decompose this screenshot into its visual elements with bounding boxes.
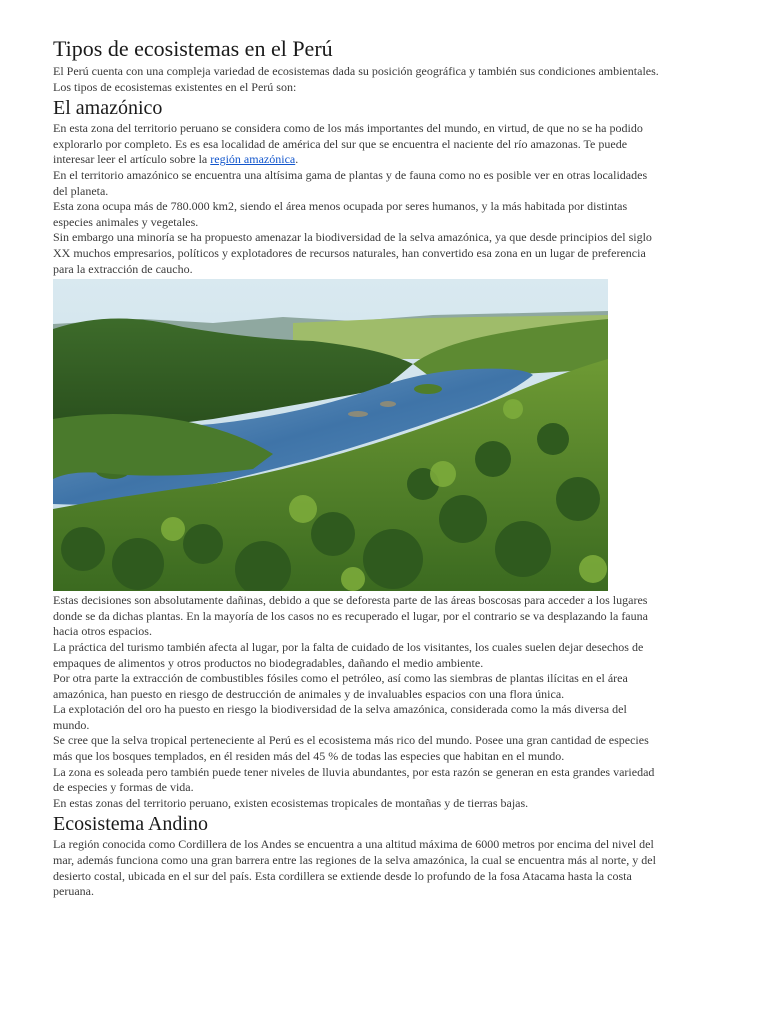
amazon-paragraph-3: Esta zona ocupa más de 780.000 km2, siendo el área menos ocupada por seres humanos, y la más habitada por distintas especies animales y vegetales. — [53, 199, 628, 229]
section-heading-amazon: El amazónico — [53, 97, 163, 120]
andean-paragraph-1: La región conocida como Cordillera de los Andes se encuentra a una altitud máxima de 6000 metros por encima del nivel del mar, además funciona como una gran barrera entre las regiones de la selva amazónica, la cual se encuentra más al norte, y del desierto costal, ubicada en el sur del país. Esta cordillera se extiende desde lo profundo de la fosa Atacama hasta la costa peruana. — [53, 837, 656, 899]
section-heading-andean: Ecosistema Andino — [53, 813, 208, 836]
amazon-paragraph-4: Sin embargo una minoría se ha propuesto amenazar la biodiversidad de la selva amazónica, ya que desde principios del siglo XX muchos empresarios, políticos y explotadores de recursos naturales, han convertido esa zona en un lugar de preferencia para la extracción de caucho. — [53, 230, 652, 276]
river-landscape-photo — [53, 279, 608, 591]
amazon-paragraph-10: La zona es soleada pero también puede tener niveles de lluvia abundantes, por esta razón se generan en esta grandes variedad de especies y formas de vida. — [53, 764, 655, 795]
intro-paragraph: El Perú cuenta con una compleja variedad de ecosistemas dada su posición geográfica y también sus condiciones ambientales. Los tipos de ecosistemas existentes en el Perú son: — [53, 64, 659, 94]
amazon-paragraph-1-end: . — [295, 152, 299, 167]
amazon-paragraph-11: En estas zonas del territorio peruano, existen ecosistemas tropicales de montañas y de tierras bajas. — [53, 795, 529, 810]
document-body — [53, 36, 663, 900]
amazon-paragraph-1 — [53, 121, 663, 168]
amazon-paragraph-8: La explotación del oro ha puesto en riesgo la biodiversidad de la selva amazónica, considerada como la más diversa del mundo. — [53, 702, 627, 732]
amazon-paragraph-5: Estas decisiones son absolutamente dañinas, debido a que se deforesta parte de las áreas boscosas para acceder a los lugares donde se da dichas plantas. En la mayoría de los casos no es recuperado el lugar, por el contrario se va desplazando la fauna hacia otros espacios. — [53, 593, 648, 639]
amazon-paragraph-9: Se cree que la selva tropical perteneciente al Perú es el ecosistema más rico del mundo. Posee una gran cantidad de especies más que los bosques templados, en él residen más del 45 % de todas las especies que habitan en el mundo. — [53, 733, 649, 764]
amazon-paragraph-1-text: En esta zona del territorio peruano se considera como de los más importantes del mundo, en virtud, de que no se ha podido explorarlo por completo. Es es esa localidad de américa del sur que se encuentra el naciente del río amazonas. Te puede interesar leer el artículo sobre la — [53, 121, 643, 167]
amazon-paragraph-2: En el territorio amazónico se encuentra una altísima gama de plantas y de fauna como no es posible ver en otras localidades del planeta. — [53, 167, 648, 198]
amazon-paragraph-6: La práctica del turismo también afecta al lugar, por la falta de cuidado de los visitantes, los cuales suelen dejar desechos de empaques de alimentos y otros productos no biodegradables, dañando el medio ambiente. — [53, 639, 644, 670]
amazon-region-link[interactable]: región amazónica — [210, 152, 296, 167]
amazon-paragraph-7: Por otra parte la extracción de combustibles fósiles como el petróleo, así como las siembras de plantas ilícitas en el área amazónica, han puesto en riesgo de destrucción de animales y de invaluables espacios con una flora única. — [53, 671, 628, 701]
page-title: Tipos de ecosistemas en el Perú — [53, 36, 333, 61]
